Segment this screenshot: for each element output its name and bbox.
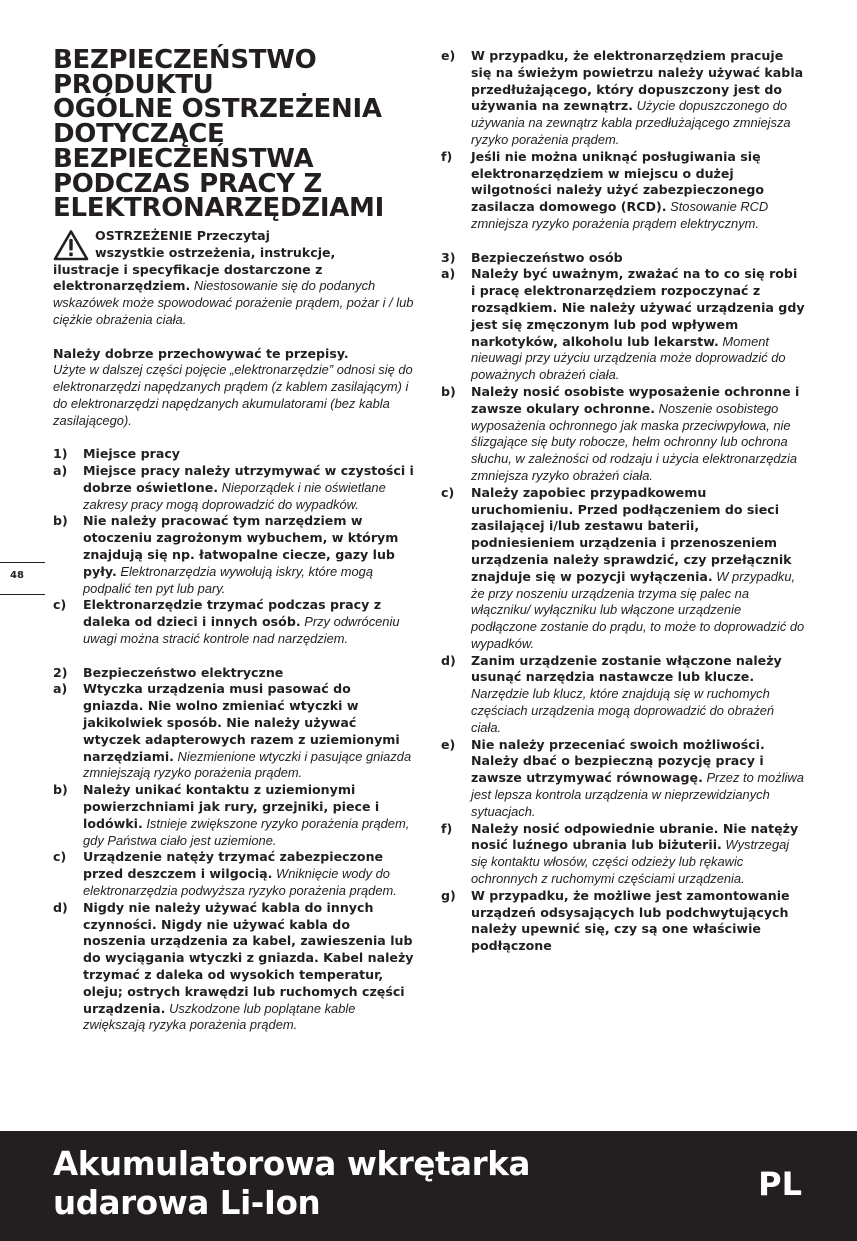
- list-item: c) Elektronarzędzie trzymać podczas pracy z daleka od dzieci i innych osób. Przy odwróceniu uwagi można stracić kontrole nad narzędziem.: [53, 597, 400, 647]
- warning-paragraph: OSTRZEŻENIE Przeczytaj wszystkie ostrzeżenia, instrukcje, ilustracje i specyfikacje dostarczone z elektronarzędziem. Niestosowanie się do podanych wskazówek może spowodować porażenie prądem, pożar i / lub ciężkie obrażenia ciała.: [53, 227, 414, 327]
- list-item: a) Wtyczka urządzenia musi pasować do gniazda. Nie wolno zmieniać wtyczki w jakikolwiek sposób. Nie należy używać wtyczek adapterowych razem z uziemionymi narzędziami. Niezmienione wtyczki i pasujące gniazda zmniejszają ryzyko porażenia prądem.: [53, 681, 412, 781]
- list-item: a) Miejsce pracy należy utrzymywać w czystości i dobrze oświetlone. Nieporządek i nie oświetlane zakresy pracy mogą doprowadzić do wypadków.: [53, 463, 414, 512]
- list-item: b) Nie należy pracować tym narzędziem w otoczeniu zagrożonym wybuchem, w którym znajdują się np. łatwopalne ciecze, gazy lub pyły. Elektronarzędzia wywołują iskry, które mogą podpalić ten pyt lub pary.: [53, 513, 399, 596]
- right-column: [441, 48, 805, 955]
- list-item: e) Nie należy przeceniać swoich możliwości. Należy dbać o bezpieczną pozycję pracy i zawsze utrzymywać równowagę. Przez to możliwa jest lepsza kontrola urządzenia w nieprzewidzianych sytuacjach.: [441, 736, 804, 819]
- list-item: b) Należy unikać kontaktu z uziemionymi powierzchniami jak rury, grzejniki, piece i lodówki. Istnieje zwiększone ryzyko porażenia prądem, gdy Państwa ciało jest uziemione.: [53, 782, 410, 848]
- section-heading: 2) Bezpieczeństwo elektryczne: [53, 664, 284, 680]
- left-column: [53, 45, 415, 1034]
- list-item: d) Nigdy nie należy używać kabla do innych czynności. Nigdy nie używać kabla do noszenia urządzenia za kabel, zawieszenia lub do wyciągania wtyczki z gniazda. Kabel należy trzymać z daleka od wysokich temperatur, oleju; ostrych krawędzi lub ruchomych części urządzenia. Uszkodzone lub poplątane kable zwiększają ryzyka porażenia prądem.: [53, 899, 414, 1033]
- list-item: a) Należy być uważnym, zważać na to co się robi i pracę elektronarzędziem rozpoczynać z rozsądkiem. Nie należy używać urządzenia gdy jest się zmęczonym lub pod wpływem narkotyków, alkoholu lub lekarstw. Moment nieuwagi przy użyciu urządzenia może doprowadzić do poważnych obrażeń ciała.: [441, 266, 805, 383]
- footer-banner: [0, 1131, 857, 1241]
- list-item: f) Jeśli nie można uniknąć posługiwania się elektronarzędziem w miejscu o dużej wilgotności należy użyć zabezpieczonego zasilacza domowego (RCD). Stosowanie RCD zmniejsza ryzyko porażenia prądem elektrycznym.: [441, 148, 769, 231]
- language-code: PL: [758, 1165, 802, 1203]
- page-number: 48: [10, 570, 24, 581]
- list-item: d) Zanim urządzenie zostanie włączone należy usunąć narzędzia nastawcze lub klucze. Narzędzie lub klucz, które znajdują się w ruchomych częściach urządzenia mogą doprowadzić do obrażeń ciała.: [441, 652, 782, 735]
- list-item: b) Należy nosić osobiste wyposażenie ochronne i zawsze okulary ochronne. Noszenie osobistego wyposażenia ochronnego jak maska przeciwpyłowa, nie ślizgające się buty robocze, hełm ochronny lub ochrona słuchu, w zależności od rodzaju i użycia elektronarzędzia zmniejsza ryzyko obrażeń ciała.: [441, 383, 800, 483]
- list-item: f) Należy nosić odpowiednie ubranie. Nie natęży nosić luźnego ubrania lub biżuterii. Wystrzegaj się kontaktu włosów, części odzieży lub rękawic ochronnych z ruchomymi częściami urządzenia.: [441, 820, 799, 887]
- product-title: Akumulatorowa wkrętarka udarowa Li-Ion: [53, 1145, 531, 1222]
- page-number-tab: [0, 562, 45, 595]
- list-item: c) Urządzenie natęży trzymać zabezpieczone przed deszczem i wilgocią. Wniknięcie wody do elektronarzędzia podwyższa ryzyko porażenia prądem.: [53, 849, 397, 898]
- keep-instructions: Należy dobrze przechowywać te przepisy. Użyte w dalszej części pojęcie „elektronarzędzie” odnosi się do elektronarzędzi napędzanych prądem (z kablem zasilającym) i do elektronarzędzi napędzanych akumulatorami (bez kabla zasilającego).: [53, 345, 413, 428]
- page-title: BEZPIECZEŃSTWO PRODUKTU OGÓLNE OSTRZEŻENIA DOTYCZĄCE BEZPIECZEŃSTWA PODCZAS PRACY Z ELEKTRONARZĘDZIAMI: [53, 45, 384, 224]
- warning-triangle-icon: [53, 229, 89, 261]
- list-item: c) Należy zapobiec przypadkowemu uruchomieniu. Przed podłączeniem do sieci zasilającej i/lub zestawu baterii, podniesieniem urządzenia i przenoszeniem urządzenia należy sprawdzić, czy przełącznik znajduje się w pozycji wyłączenia. W przypadku, że przy noszeniu urządzenia trzyma się palec na włączniku/ wyłączniku lub włączone urządzenie podłączone zostanie do prądu, to może to doprowadzić do wypadków.: [441, 484, 805, 651]
- list-item: e) W przypadku, że elektronarzędziem pracuje się na świeżym powietrzu należy używać kabla przedłużającego, który dopuszczony jest do używania na zewnątrz. Użycie dopuszczonego do używania na zewnątrz kabla przedłużającego zmniejsza ryzyko porażenia prądem.: [441, 48, 804, 147]
- section-heading: 1) Miejsce pracy: [53, 446, 180, 462]
- list-item: g) W przypadku, że możliwe jest zamontowanie urządzeń odsysających lub podchwytujących należy upewnić się, czy są one właściwie podłączone: [441, 887, 790, 954]
- section-heading: 3) Bezpieczeństwo osób: [441, 249, 623, 265]
